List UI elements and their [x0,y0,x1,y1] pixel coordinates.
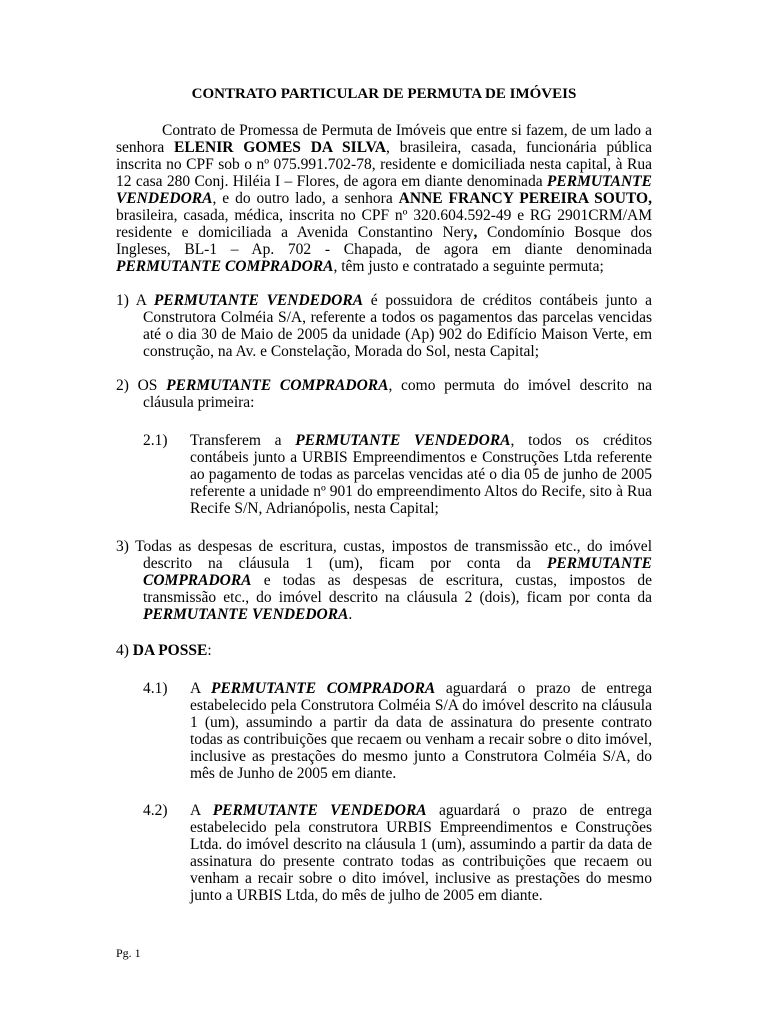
term-seller: PERMUTANTE VENDEDORA [143,606,349,623]
clause-text: : [207,642,212,659]
clause-text: 3) Todas as despesas de escritura, custas, impostos de transmissão etc., do imóvel descrito na cláusula 1 (um), ficam por conta da [116,538,652,572]
clause-text: , todos os créditos contábeis junto a URBIS Empreendimentos e Construções Ltda referente ao pagamento de todas as parcelas vencidas até o dia 05 de junho de 2005 referente a unidade nº 901 do empreendimento Altos do Recife, sito à Rua Recife S/N, Adrianópolis, nesta Capital; [190,432,653,517]
clause-text: e todas as despesas de escritura, custas, impostos de transmissão etc., do imóvel descrito na cláusula 2 (dois), ficam por conta da [143,572,652,606]
clause-4 [116,642,652,659]
term-buyer: PERMUTANTE COMPRADORA [211,680,436,697]
clause-number: 2.1) [143,432,168,449]
clause-text: aguardará o prazo de entrega estabelecido pela Construtora Colméia S/A do imóvel descrito na cláusula 1 (um), assumindo a partir da data de assinatura do presente contrato todas as contribuições que recaem ou venham a recair sobre o dito imóvel, inclusive as prestações do mesmo junto a Construtora Colméia S/A, do mês de Junho de 2005 em diante. [190,680,652,782]
page-number: Pg. 1 [116,946,141,960]
clause-body [190,432,652,517]
clause-body [190,802,652,904]
clause-number: 4.2) [143,802,168,819]
clause-text: A [190,802,213,819]
term-seller: PERMUTANTE VENDEDORA [153,292,364,309]
clause-2 [116,377,652,411]
term-seller: PERMUTANTE VENDEDORA [116,173,652,207]
term-buyer: PERMUTANTE COMPRADORA [143,555,652,589]
bold-comma: , [473,224,478,241]
clause-1 [116,292,652,360]
section-heading-posse: DA POSSE [132,642,208,659]
clause-text: 2) OS [116,377,167,394]
clause-text: , como permuta do imóvel descrito na cláusula primeira: [143,377,652,411]
clause-2-1 [143,432,652,517]
clause-3 [116,538,652,623]
intro-text: Contrato de Promessa de Permuta de Imóveis que entre si fazem, de um lado a senhora [116,122,652,156]
intro-text: brasileira, casada, médica, inscrita no CPF nº 320.604.592-49 e RG 2901CRM/AM residente e domiciliada a Avenida Constantino Nery [116,207,652,241]
clause-text: . [348,606,353,623]
clause-text: A [190,680,211,697]
term-buyer: PERMUTANTE COMPRADORA [166,377,389,394]
clause-4-2 [143,802,652,904]
intro-text: , têm justo e contratado a seguinte permuta; [333,258,604,275]
clause-text: é possuidora de créditos contábeis junto a Construtora Colméia S/A, referente a todos os pagamentos das parcelas vencidas até o dia 30 de Maio de 2005 da unidade (Ap) 902 do Edifício Maison Verte, em construção, na Av. e Constelação, Morada do Sol, nesta Capital; [143,292,652,360]
clause-text: Transferem a [190,432,296,449]
intro-text: , e do outro lado, a senhora [212,190,399,207]
clause-4-1 [143,680,652,782]
intro-paragraph [116,122,652,275]
term-seller: PERMUTANTE VENDEDORA [212,802,427,819]
clause-text: aguardará o prazo de entrega estabelecido pela construtora URBIS Empreendimentos e Construções Ltda. do imóvel descrito na cláusula 1 (um), assumindo a partir da data de assinatura do presente contrato todas as contribuições que recaem ou venham a recair sobre o dito imóvel, inclusive as prestações do mesmo junto a URBIS Ltda, do mês de julho de 2005 em diante. [190,802,653,904]
clause-text: 1) A [116,292,154,309]
term-seller: PERMUTANTE VENDEDORA [295,432,511,449]
document-page [116,86,652,904]
clause-text: 4) [116,642,133,659]
intro-text: , brasileira, casada, funcionária pública inscrita no CPF sob o nº 075.991.702-78, residente e domiciliada nesta capital, à Rua 12 casa 280 Conj. Hiléia I – Flores, de agora em diante denominada [116,139,652,190]
party-name-seller: ELENIR GOMES DA SILVA [174,139,387,156]
clause-number: 4.1) [143,680,168,697]
intro-text: Condomínio Bosque dos Ingleses, BL-1 – Ap. 702 - Chapada, de agora em diante denominada [116,224,652,258]
term-buyer: PERMUTANTE COMPRADORA [116,258,334,275]
clause-body [190,680,652,782]
party-name-buyer: ANNE FRANCY PEREIRA SOUTO, [398,190,652,207]
document-title: CONTRATO PARTICULAR DE PERMUTA DE IMÓVEIS [191,86,577,102]
